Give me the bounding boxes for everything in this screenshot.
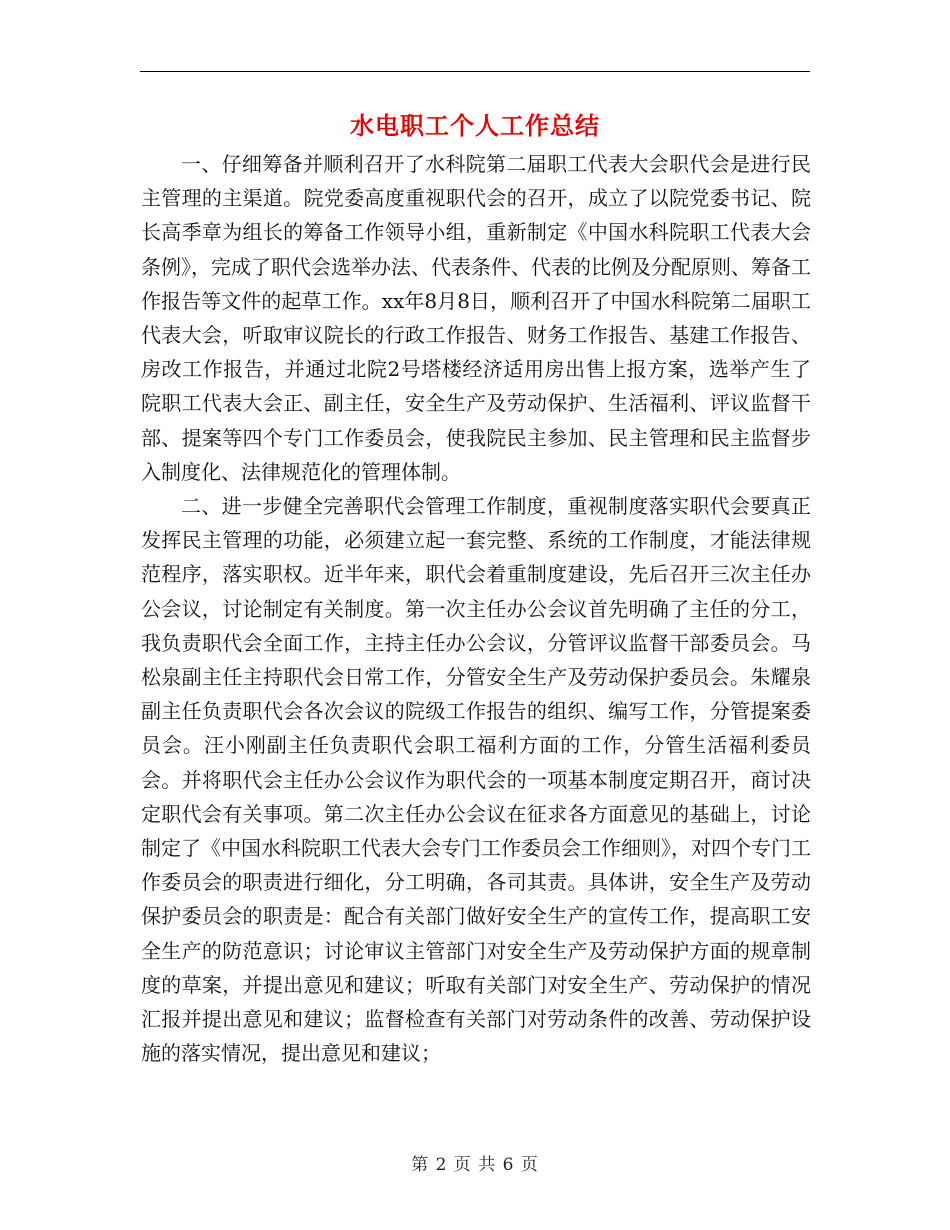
- document-body: [141, 147, 811, 1070]
- body-paragraph-2: 二、进一步健全完善职代会管理工作制度，重视制度落实职代会要真正发挥民主管理的功能，必须建立起一套完整、系统的工作制度，才能法律规范程序，落实职权。近半年来，职代会着重制度建设，先后召开三次主任办公会议，讨论制定有关制度。第一次主任办公会议首先明确了主任的分工，我负责职代会全面工作，主持主任办公会议，分管评议监督干部委员会。马松泉副主任主持职代会日常工作，分管安全生产及劳动保护委员会。朱耀泉副主任负责职代会各次会议的院级工作报告的组织、编写工作，分管提案委员会。汪小刚副主任负责职代会职工福利方面的工作，分管生活福利委员会。并将职代会主任办公会议作为职代会的一项基本制度定期召开，商讨决定职代会有关事项。第二次主任办公会议在征求各方面意见的基础上，讨论制定了《中国水科院职工代表大会专门工作委员会工作细则》，对四个专门工作委员会的职责进行细化，分工明确，各司其责。具体讲，安全生产及劳动保护委员会的职责是：配合有关部门做好安全生产的宣传工作，提高职工安全生产的防范意识；讨论审议主管部门对安全生产及劳动保护方面的规章制度的草案，并提出意见和建议；听取有关部门对安全生产、劳动保护的情况汇报并提出意见和建议；监督检查有关部门对劳动条件的改善、劳动保护设施的落实情况，提出意见和建议；: [141, 494, 811, 1066]
- body-paragraph-1: 一、仔细筹备并顺利召开了水科院第二届职工代表大会职代会是进行民主管理的主渠道。院党委高度重视职代会的召开，成立了以院党委书记、院长高季章为组长的筹备工作领导小组，重新制定《中国水科院职工代表大会条例》，完成了职代会选举办法、代表条件、代表的比例及分配原则、筹备工作报告等文件的起草工作。xx年8月8日，顺利召开了中国水科院第二届职工代表大会，听取审议院长的行政工作报告、财务工作报告、基建工作报告、房改工作报告，并通过北院2号塔楼经济适用房出售上报方案，选举产生了院职工代表大会正、副主任，安全生产及劳动保护、生活福利、评议监督干部、提案等四个专门工作委员会，使我院民主参加、民主管理和民主监督步入制度化、法律规范化的管理体制。: [141, 152, 811, 484]
- document-title: 水电职工个人工作总结: [350, 111, 600, 140]
- page-number-footer: 第 2 页 共 6 页: [411, 1155, 539, 1175]
- header-rule: [140, 71, 810, 72]
